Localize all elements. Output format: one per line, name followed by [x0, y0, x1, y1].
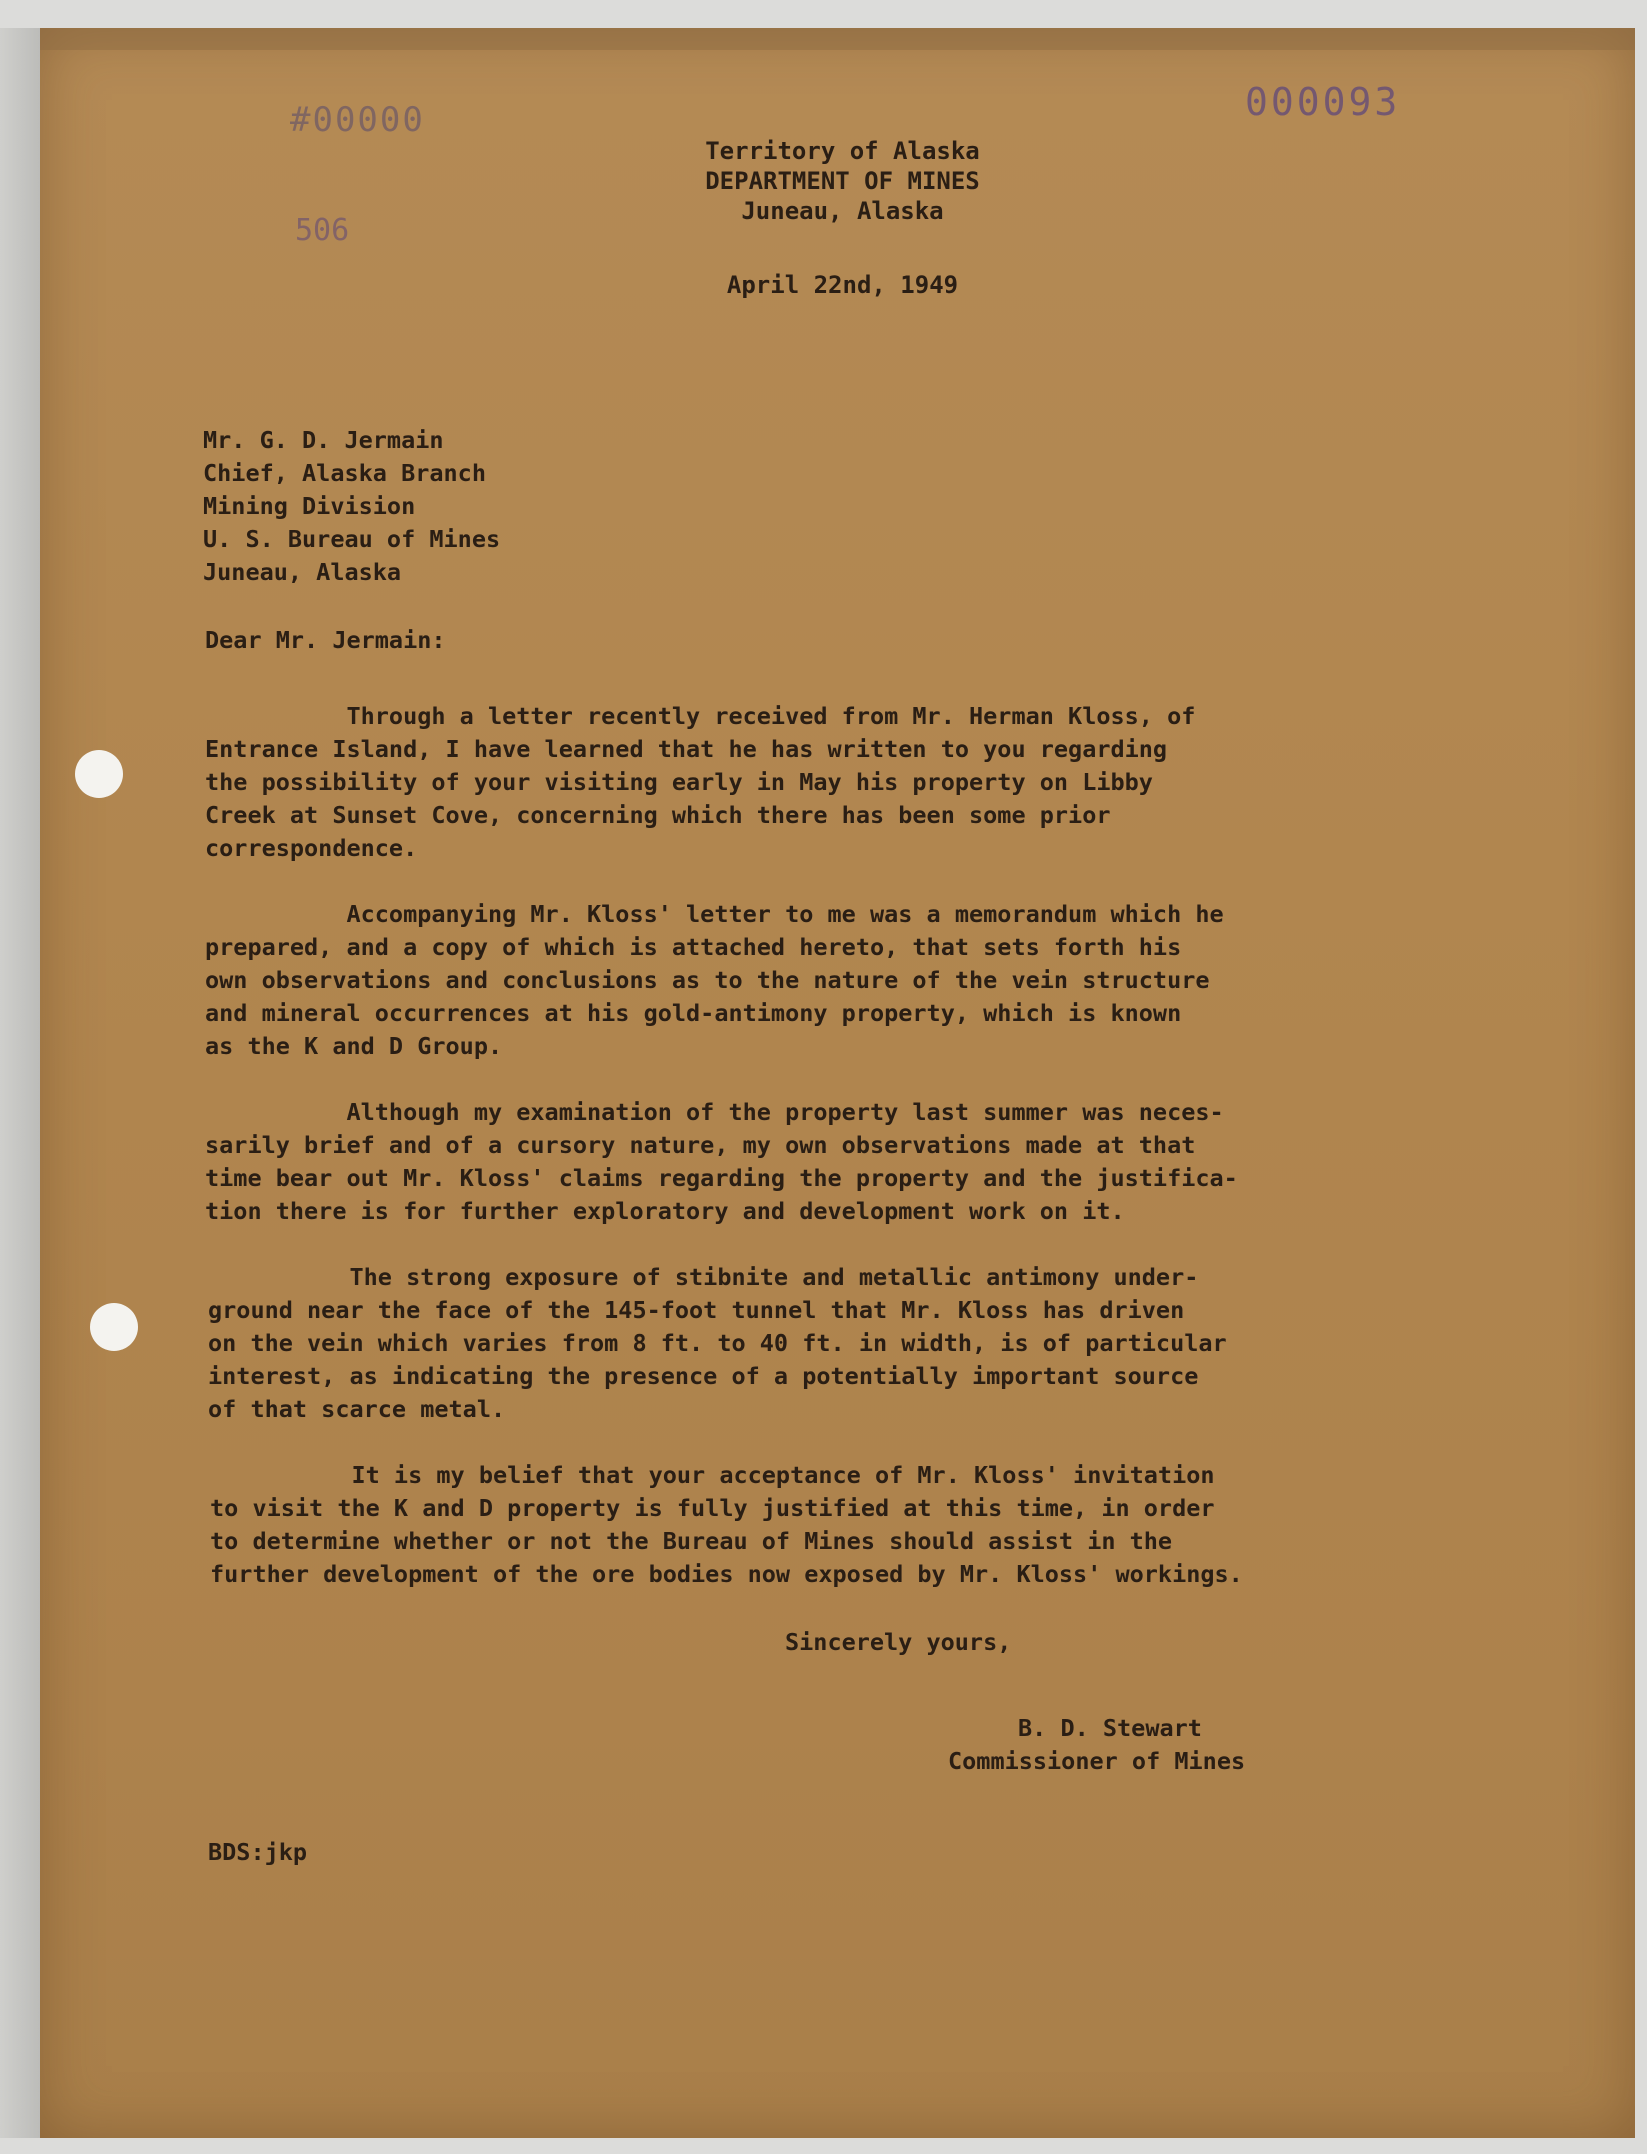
punch-hole-upper [75, 750, 123, 798]
paragraph-line: to visit the K and D property is fully justified at this time, in order [210, 1494, 1215, 1522]
paragraph-line: own observations and conclusions as to the nature of the vein structure [205, 966, 1210, 994]
recipient-name: Mr. G. D. Jermain [203, 426, 444, 454]
recipient-city: Juneau, Alaska [203, 558, 402, 586]
recipient-title: Chief, Alaska Branch [203, 459, 486, 487]
stamp-file-number: 506 [295, 213, 350, 248]
paragraph-line: interest, as indicating the presence of a potentially important source [208, 1362, 1199, 1390]
paragraph-line: further development of the ore bodies now exposed by Mr. Kloss' workings. [210, 1560, 1243, 1588]
paragraph-line: sarily brief and of a cursory nature, my own observations made at that [205, 1131, 1196, 1159]
closing: Sincerely yours, [785, 1628, 1012, 1656]
paragraph-line: on the vein which varies from 8 ft. to 40 ft. in width, is of particular [208, 1329, 1227, 1357]
letterhead-territory: Territory of Alaska [705, 137, 980, 165]
letter-sheet [40, 28, 1635, 2138]
paragraph-line: as the K and D Group. [205, 1032, 503, 1060]
paragraph-line: Through a letter recently received from Mr. Herman Kloss, of [205, 702, 1196, 730]
paragraph-line: tion there is for further exploratory and development work on it. [205, 1197, 1125, 1225]
paragraph-line: Although my examination of the property last summer was neces- [205, 1098, 1224, 1126]
letterhead-department: DEPARTMENT OF MINES [705, 167, 980, 195]
paragraph-line: of that scarce metal. [208, 1395, 506, 1423]
signature-name: B. D. Stewart [1018, 1714, 1202, 1742]
paragraph-line: time bear out Mr. Kloss' claims regarding the property and the justifica- [205, 1164, 1238, 1192]
paragraph-line: Entrance Island, I have learned that he has written to you regarding [205, 735, 1168, 763]
salutation: Dear Mr. Jermain: [205, 626, 446, 654]
paragraph-line: to determine whether or not the Bureau of Mines should assist in the [210, 1527, 1173, 1555]
paragraph-line: Accompanying Mr. Kloss' letter to me was a memorandum which he [205, 900, 1224, 928]
letter-date: April 22nd, 1949 [726, 271, 959, 299]
paragraph-line: the possibility of your visiting early in May his property on Libby [205, 768, 1153, 796]
paragraph-line: The strong exposure of stibnite and metallic antimony under- [208, 1263, 1199, 1291]
signature-title: Commissioner of Mines [948, 1747, 1246, 1775]
paragraph-line: and mineral occurrences at his gold-antimony property, which is known [205, 999, 1182, 1027]
scan-left-edge [0, 28, 40, 2138]
punch-hole-lower [90, 1303, 138, 1351]
stamp-top-left: #00000 [290, 100, 425, 140]
paragraph-line: It is my belief that your acceptance of Mr. Kloss' invitation [210, 1461, 1215, 1489]
stamp-page-number: 000093 [1245, 80, 1401, 124]
scan-top-shadow [40, 28, 1635, 50]
paragraph-line: correspondence. [205, 834, 418, 862]
recipient-agency: U. S. Bureau of Mines [203, 525, 501, 553]
recipient-division: Mining Division [203, 492, 416, 520]
reference-initials: BDS:jkp [208, 1838, 308, 1866]
letterhead-city: Juneau, Alaska [741, 197, 944, 225]
paragraph-line: ground near the face of the 145-foot tunnel that Mr. Kloss has driven [208, 1296, 1185, 1324]
paragraph-line: Creek at Sunset Cove, concerning which there has been some prior [205, 801, 1111, 829]
paragraph-line: prepared, and a copy of which is attached hereto, that sets forth his [205, 933, 1182, 961]
